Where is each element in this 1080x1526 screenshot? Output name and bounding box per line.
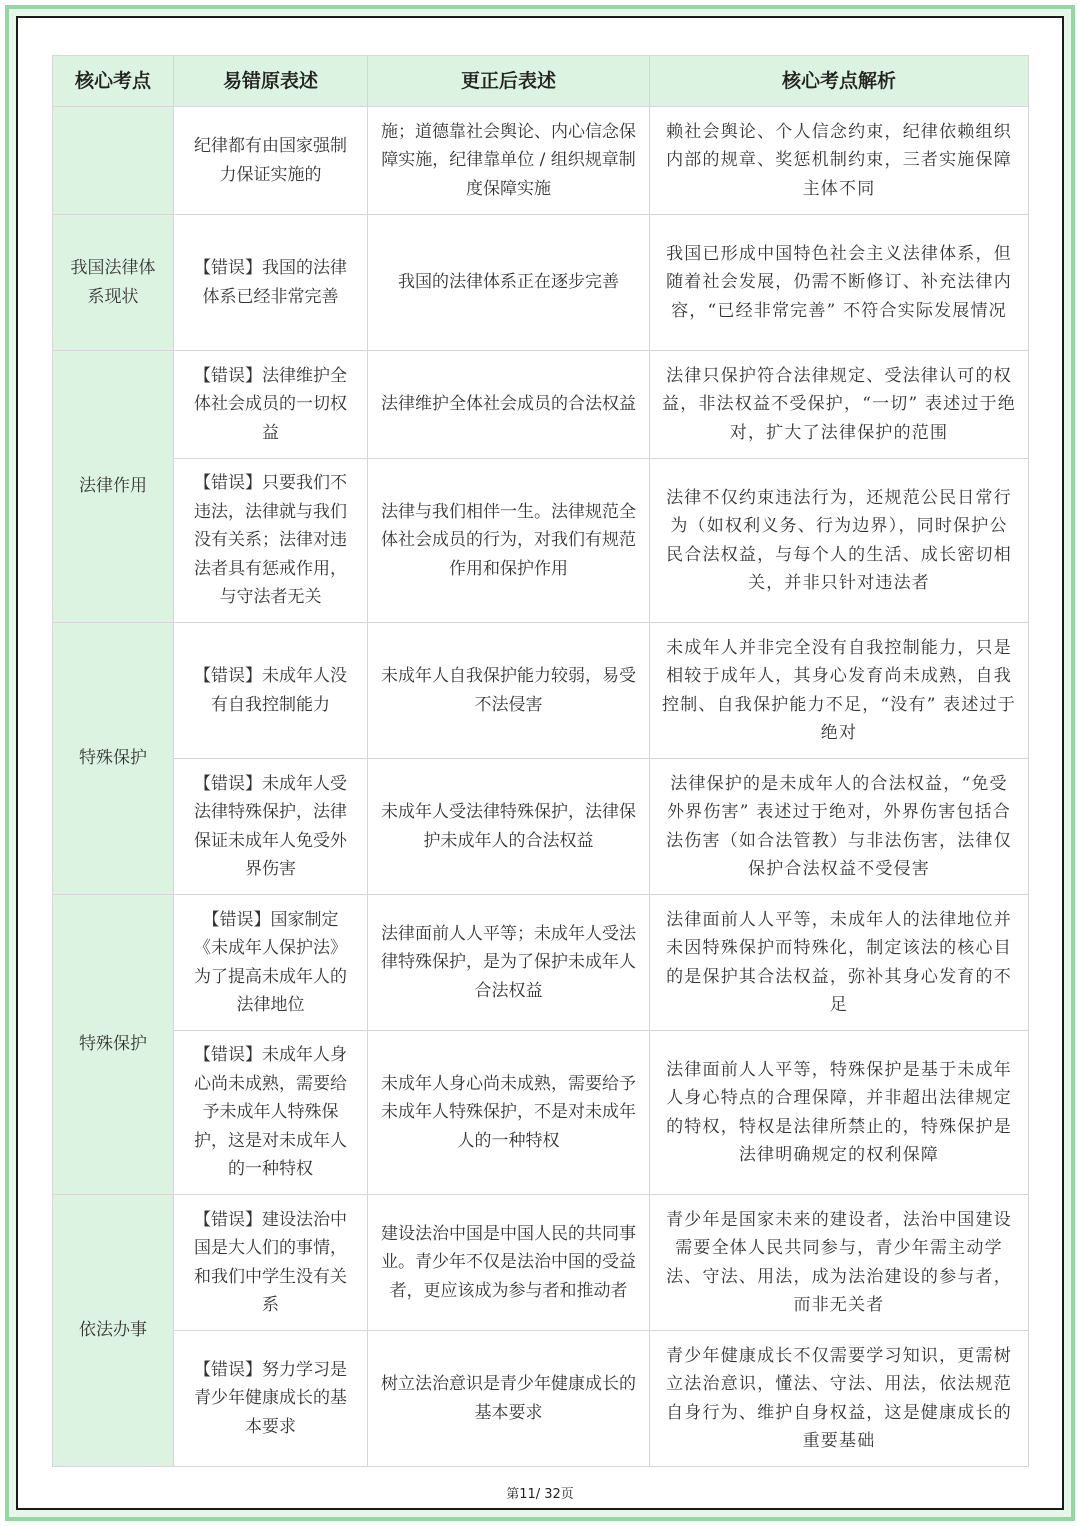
original-cell: 【错误】法律维护全体社会成员的一切权益 [174,351,368,459]
analysis-cell: 赖社会舆论、个人信念约束，纪律依赖组织内部的规章、奖惩机制约束，三者实施保障主体不同 [650,107,1029,215]
analysis-cell: 青少年健康成长不仅需要学习知识，更需树立法治意识，懂法、守法、用法，依法规范自身行为、维护自身权益，这是健康成长的重要基础 [650,1331,1029,1467]
analysis-cell: 法律不仅约束违法行为，还规范公民日常行为（如权利义务、行为边界），同时保护公民合法权益，与每个人的生活、成长密切相关，并非只针对违法者 [650,459,1029,623]
analysis-cell: 青少年是国家未来的建设者，法治中国建设需要全体人民共同参与，青少年需主动学法、守法、用法，成为法治建设的参与者，而非无关者 [650,1195,1029,1331]
original-cell: 【错误】未成年人没有自我控制能力 [174,623,368,759]
corrected-cell: 法律与我们相伴一生。法律规范全体社会成员的行为，对我们有规范作用和保护作用 [368,459,650,623]
corrected-cell: 施；道德靠社会舆论、内心信念保障实施，纪律靠单位 / 组织规章制度保障实施 [368,107,650,215]
analysis-cell: 未成年人并非完全没有自我控制能力，只是相较于成年人，其身心发育尚未成熟，自我控制、自我保护能力不足，“没有” 表述过于绝对 [650,623,1029,759]
header-original-statement: 易错原表述 [174,56,368,107]
original-cell: 【错误】未成年人受法律特殊保护，法律保证未成年人免受外界伤害 [174,759,368,895]
original-cell: 【错误】只要我们不违法，法律就与我们没有关系；法律对违法者具有惩戒作用，与守法者无关 [174,459,368,623]
corrected-cell: 未成年人自我保护能力较弱，易受不法侵害 [368,623,650,759]
topic-cell: 特殊保护 [53,623,174,895]
table-row [53,1195,1029,1331]
table-row [53,215,1029,351]
corrected-cell: 树立法治意识是青少年健康成长的基本要求 [368,1331,650,1467]
table-row [53,759,1029,895]
topic-cell: 法律作用 [53,351,174,623]
page-number: 第11/ 32页 [506,1487,574,1502]
topic-cell [53,107,174,215]
table-header-row [53,56,1029,107]
corrected-cell: 法律维护全体社会成员的合法权益 [368,351,650,459]
table-row [53,623,1029,759]
topic-cell: 特殊保护 [53,895,174,1195]
original-cell: 【错误】未成年人身心尚未成熟，需要给予未成年人特殊保护，这是对未成年人的一种特权 [174,1031,368,1195]
topic-cell: 我国法律体系现状 [53,215,174,351]
analysis-cell: 法律面前人人平等，特殊保护是基于未成年人身心特点的合理保障，并非超出法律规定的特权，特权是法律所禁止的，特殊保护是法律明确规定的权利保障 [650,1031,1029,1195]
table-row [53,1331,1029,1467]
analysis-cell: 法律保护的是未成年人的合法权益，“免受外界伤害” 表述过于绝对，外界伤害包括合法伤害（如合法管教）与非法伤害，法律仅保护合法权益不受侵害 [650,759,1029,895]
original-cell: 【错误】国家制定《未成年人保护法》为了提高未成年人的法律地位 [174,895,368,1031]
table-row [53,351,1029,459]
original-cell: 【错误】努力学习是青少年健康成长的基本要求 [174,1331,368,1467]
table-row [53,107,1029,215]
header-core-point: 核心考点 [53,56,174,107]
original-cell: 【错误】我国的法律体系已经非常完善 [174,215,368,351]
corrected-cell: 法律面前人人平等；未成年人受法律特殊保护，是为了保护未成年人合法权益 [368,895,650,1031]
topic-cell: 依法办事 [53,1195,174,1467]
analysis-cell: 法律面前人人平等，未成年人的法律地位并未因特殊保护而特殊化，制定该法的核心目的是保护其合法权益，弥补其身心发育的不足 [650,895,1029,1031]
table-row [53,459,1029,623]
corrected-cell: 未成年人受法律特殊保护，法律保护未成年人的合法权益 [368,759,650,895]
corrected-cell: 我国的法律体系正在逐步完善 [368,215,650,351]
analysis-cell: 法律只保护符合法律规定、受法律认可的权益，非法权益不受保护，“一切” 表述过于绝对，扩大了法律保护的范围 [650,351,1029,459]
analysis-cell: 我国已形成中国特色社会主义法律体系，但随着社会发展，仍需不断修订、补充法律内容，“已经非常完善” 不符合实际发展情况 [650,215,1029,351]
header-analysis: 核心考点解析 [650,56,1029,107]
corrected-cell: 建设法治中国是中国人民的共同事业。青少年不仅是法治中国的受益者，更应该成为参与者和推动者 [368,1195,650,1331]
exam-points-table [52,55,1029,1467]
header-corrected-statement: 更正后表述 [368,56,650,107]
original-cell: 【错误】建设法治中国是大人们的事情，和我们中学生没有关系 [174,1195,368,1331]
table-row [53,895,1029,1031]
corrected-cell: 未成年人身心尚未成熟，需要给予未成年人特殊保护，不是对未成年人的一种特权 [368,1031,650,1195]
table-row [53,1031,1029,1195]
original-cell: 纪律都有由国家强制力保证实施的 [174,107,368,215]
